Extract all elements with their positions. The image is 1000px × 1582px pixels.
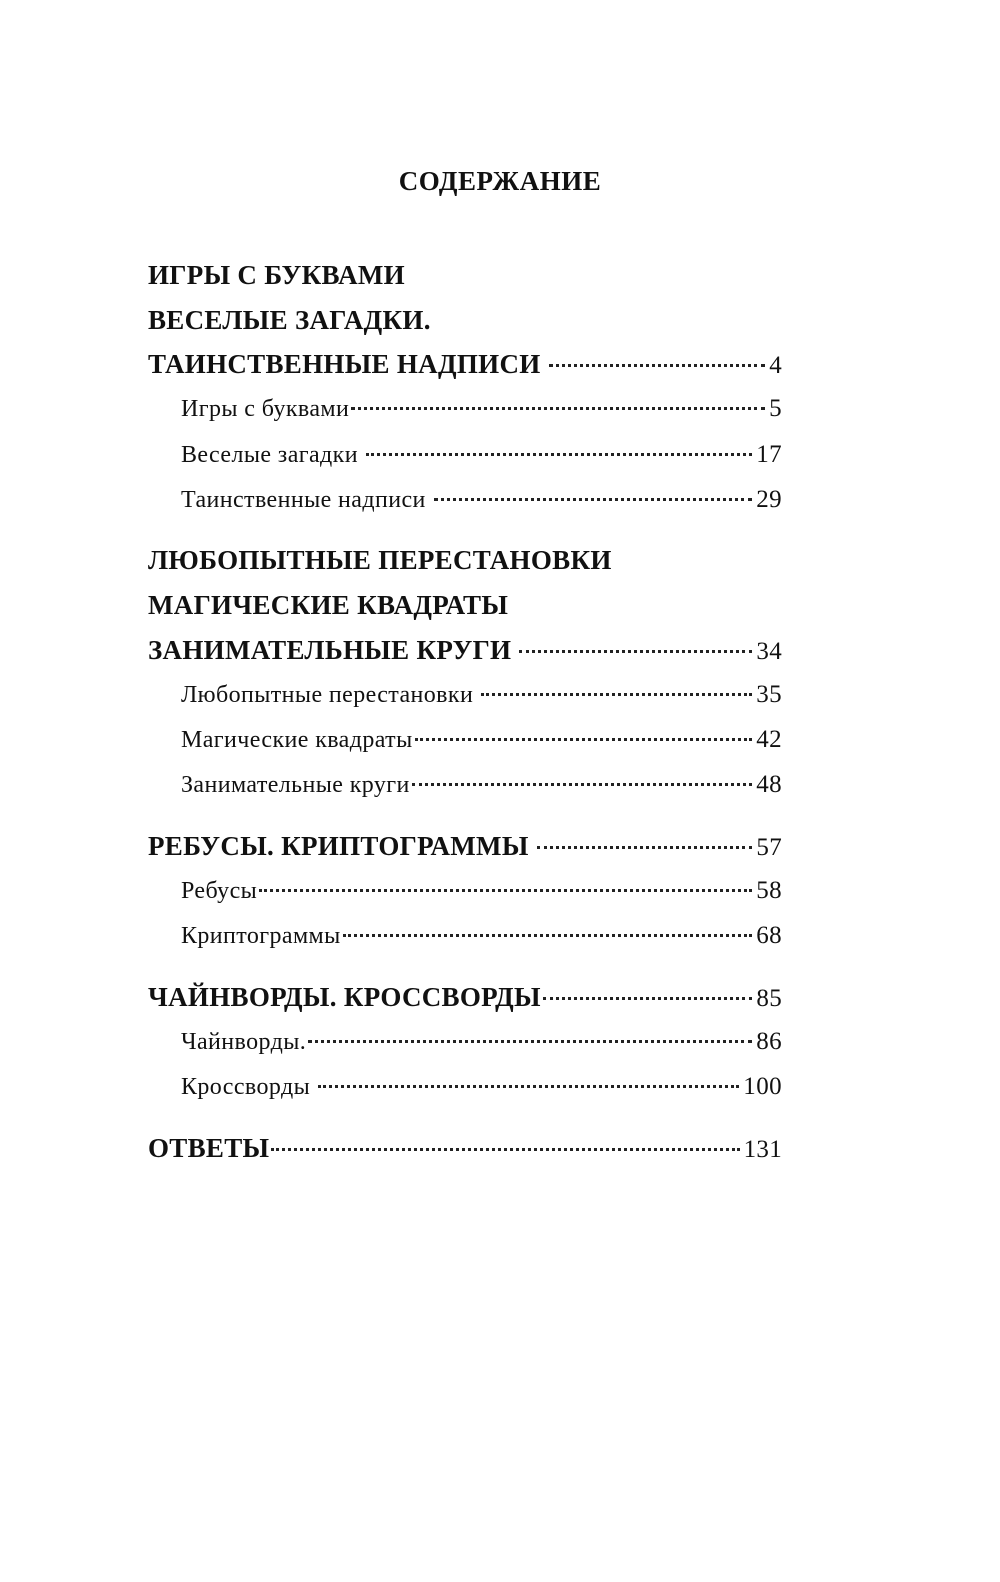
toc-entry-page: 131 <box>743 1136 782 1163</box>
toc-entry-title: Веселые загадки <box>181 442 358 468</box>
toc-entry-title: ЛЮБОПЫТНЫЕ ПЕРЕСТАНОВКИ <box>148 545 612 575</box>
toc-entry <box>181 916 782 956</box>
dot-leader <box>343 934 753 937</box>
dot-leader <box>415 738 753 741</box>
page-title: СОДЕРЖАНИЕ <box>398 166 602 196</box>
toc-entry-title: Криптограммы <box>181 923 341 949</box>
toc-entry-page: 58 <box>756 877 782 904</box>
toc-entry-title: РЕБУСЫ. КРИПТОГРАММЫ <box>148 831 529 861</box>
toc-entry <box>148 826 782 866</box>
dot-leader <box>271 1148 739 1151</box>
dot-leader <box>308 1040 752 1043</box>
toc-entry-title: Ребусы <box>181 878 258 904</box>
toc-entry-title: ЧАЙНВОРДЫ. КРОССВОРДЫ <box>148 982 541 1012</box>
dot-leader <box>543 997 753 1000</box>
toc-entry <box>148 630 782 670</box>
toc-entry-title: Кроссворды <box>181 1074 311 1100</box>
toc-entry-title: МАГИЧЕСКИЕ КВАДРАТЫ <box>148 590 509 620</box>
toc-entry <box>148 540 782 580</box>
dot-leader <box>537 846 753 849</box>
toc-entry-title: Магические квадраты <box>181 727 413 753</box>
toc-entry-title: Занимательные круги <box>181 772 410 798</box>
dot-leader <box>434 498 752 501</box>
dot-leader <box>481 693 752 696</box>
toc-entry-page: 42 <box>756 726 782 753</box>
toc-entry <box>181 480 782 520</box>
dot-leader <box>366 453 752 456</box>
dot-leader <box>318 1085 739 1088</box>
toc-entry-page: 34 <box>756 638 782 665</box>
toc-entry-title: Чайнворды. <box>181 1029 307 1055</box>
toc-entry <box>148 300 782 340</box>
dot-leader <box>412 783 752 786</box>
toc-entry-page: 85 <box>756 985 782 1012</box>
toc-entry-title: ЗАНИМАТЕЛЬНЫЕ КРУГИ <box>148 635 512 665</box>
toc-entry-title: ВЕСЕЛЫЕ ЗАГАДКИ. <box>148 305 431 335</box>
toc-entry-title: Любопытные перестановки <box>181 682 474 708</box>
toc-entry-page: 4 <box>769 352 782 379</box>
toc-entry-title: Игры с буквами <box>181 396 350 422</box>
toc-entry <box>181 720 782 760</box>
toc-entry <box>181 389 782 429</box>
toc-entry-page: 48 <box>756 771 782 798</box>
toc-entry <box>148 585 782 625</box>
toc-entry <box>181 871 782 911</box>
toc-entry-page: 68 <box>756 922 782 949</box>
toc-entry-page: 17 <box>756 441 782 468</box>
toc-entry <box>181 1067 782 1107</box>
toc-entry-title: Таинственные надписи <box>181 487 426 513</box>
dot-leader <box>519 650 752 653</box>
toc-entry <box>148 344 782 384</box>
toc-entry-title: ТАИНСТВЕННЫЕ НАДПИСИ <box>148 349 541 379</box>
toc-entry-page: 86 <box>756 1028 782 1055</box>
toc-entry-page: 57 <box>756 834 782 861</box>
toc-entry <box>181 1022 782 1062</box>
toc-entry <box>181 675 782 715</box>
toc-entry-page: 100 <box>743 1073 782 1100</box>
toc-entry <box>181 765 782 805</box>
toc-entry <box>181 435 782 475</box>
toc-entry <box>148 977 782 1017</box>
dot-leader <box>351 407 765 410</box>
toc-entry-page: 35 <box>756 681 782 708</box>
toc-entry-title: ИГРЫ С БУКВАМИ <box>148 260 405 290</box>
toc-entry-page: 5 <box>769 395 782 422</box>
toc-entry <box>148 255 782 295</box>
toc-entry <box>148 1128 782 1168</box>
dot-leader <box>259 889 752 892</box>
dot-leader <box>549 364 766 367</box>
toc-entry-title: ОТВЕТЫ <box>148 1133 270 1163</box>
toc-entry-page: 29 <box>756 486 782 513</box>
